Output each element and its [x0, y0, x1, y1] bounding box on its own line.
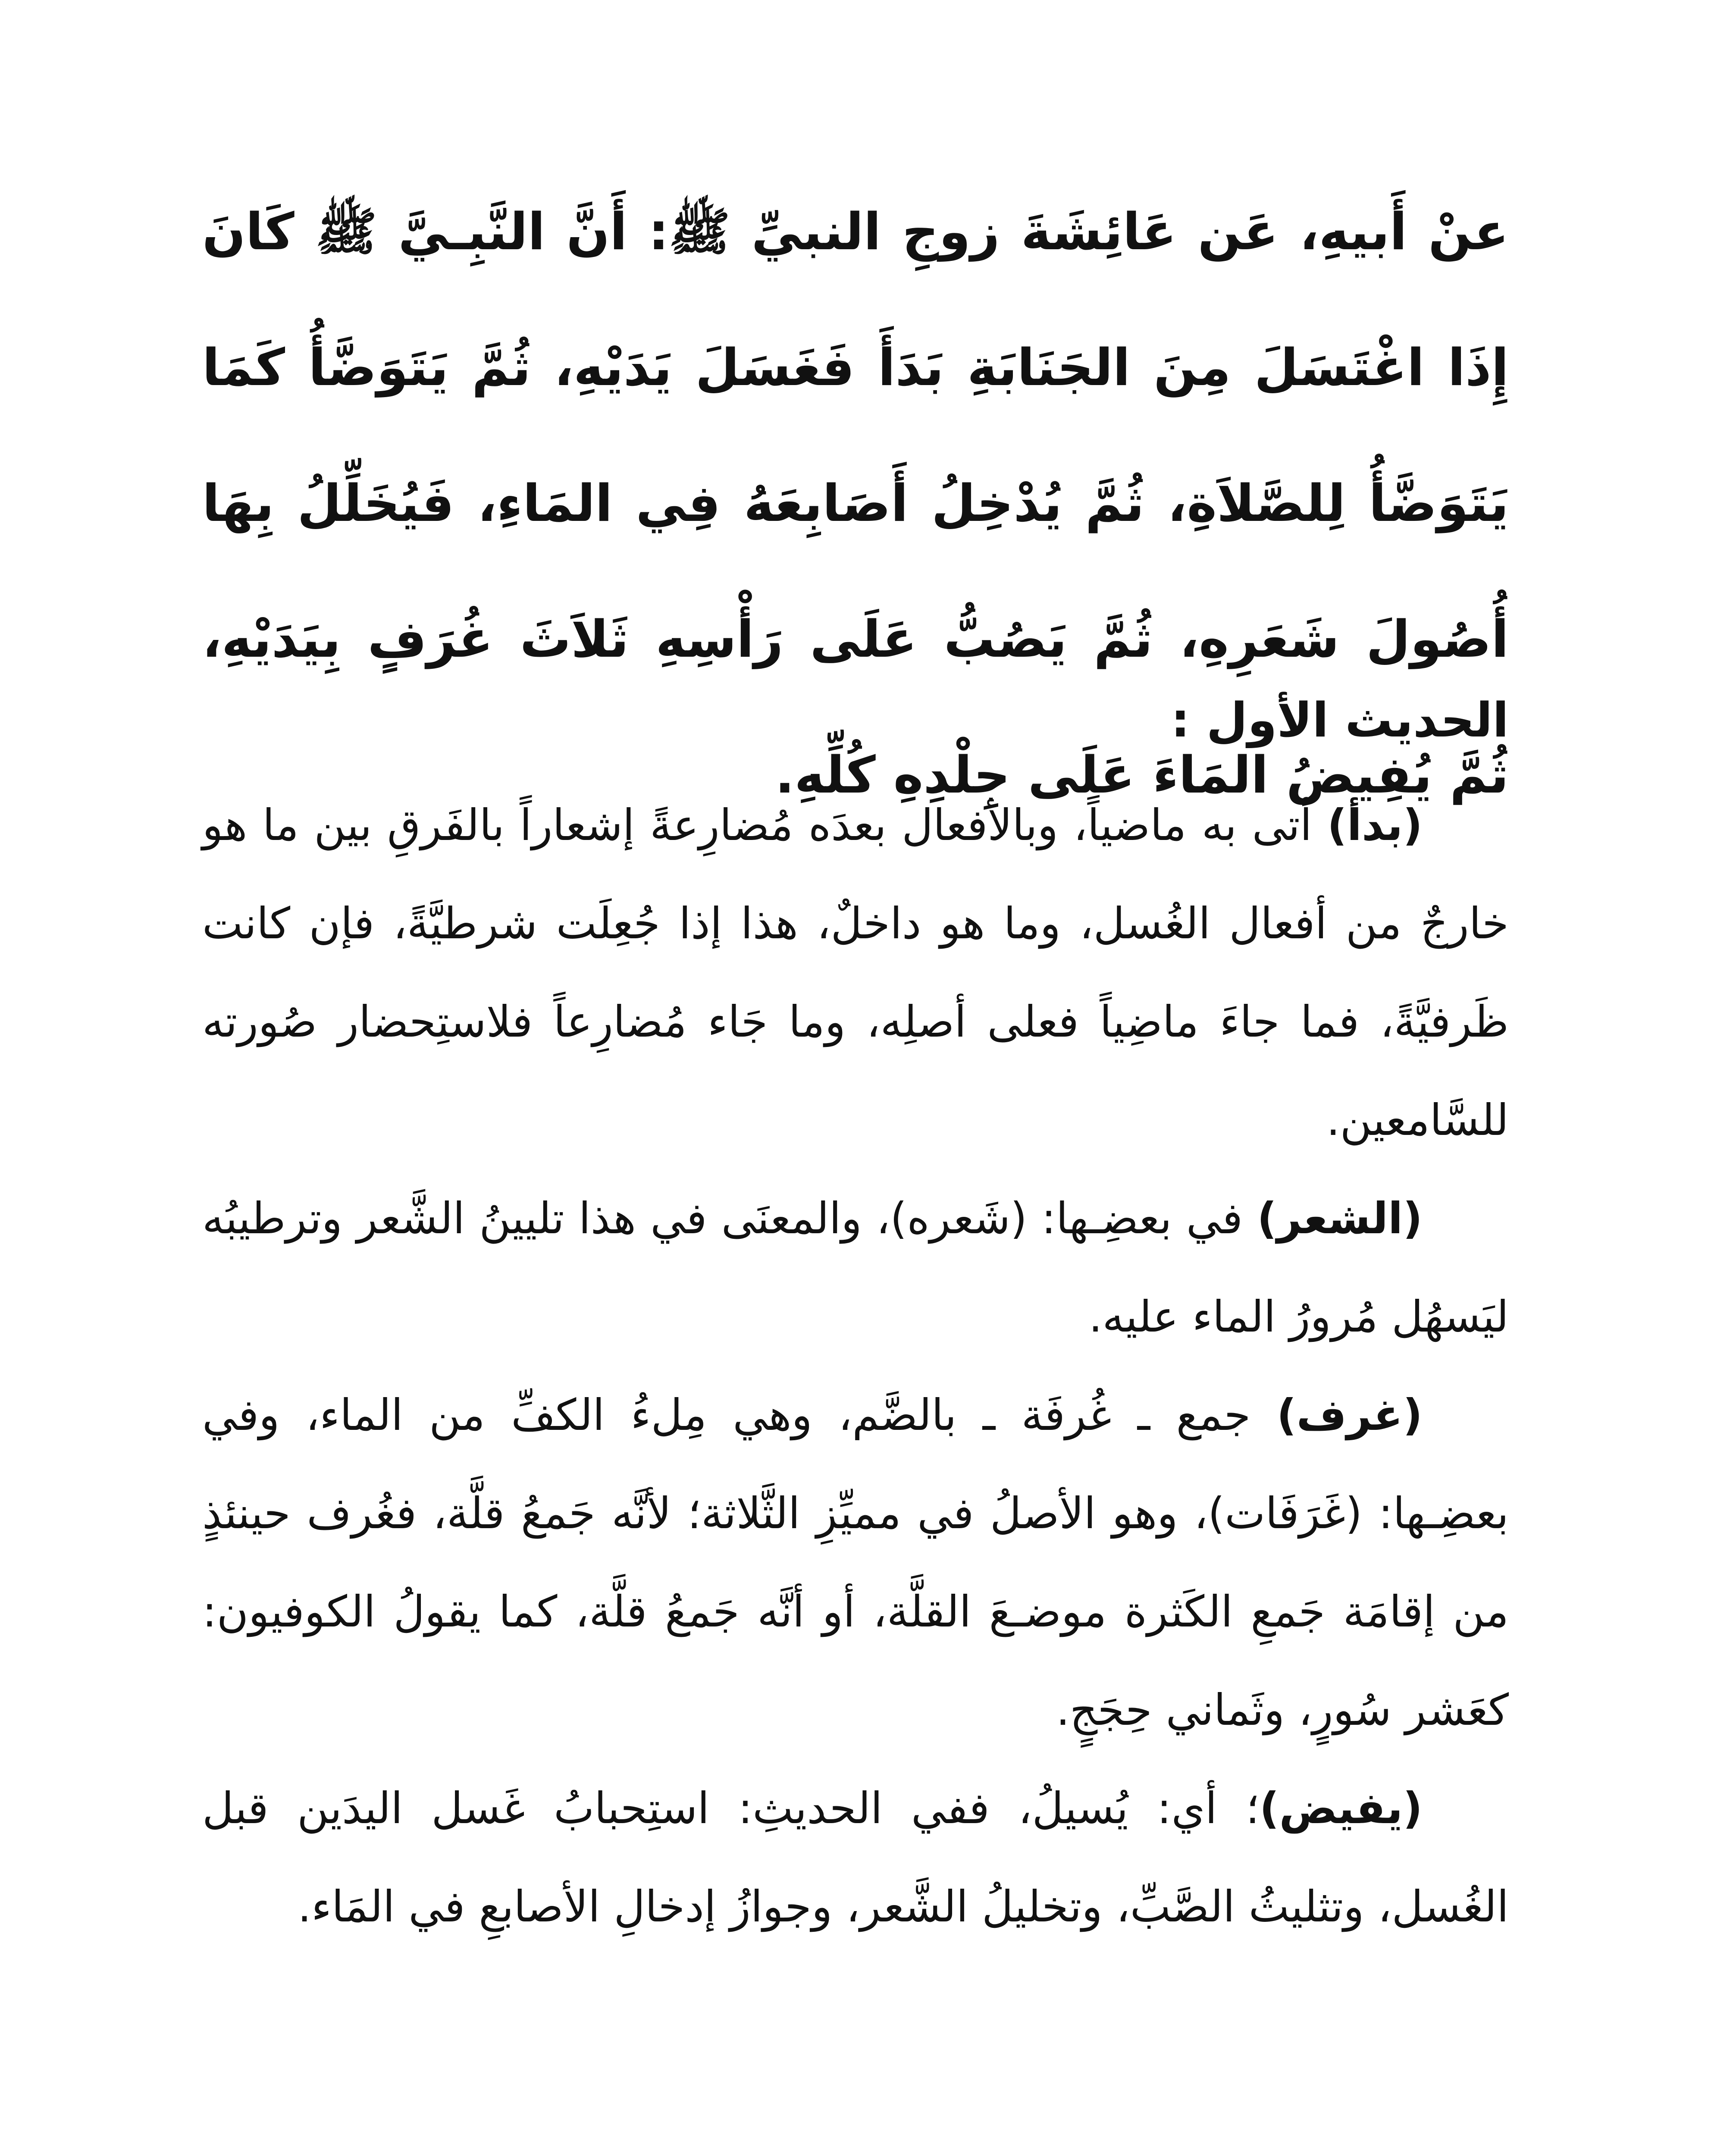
commentary-keyword: (يفيض): [1259, 1783, 1423, 1833]
commentary-paragraph-bada: [202, 776, 1509, 1169]
commentary-keyword: (غرف): [1276, 1390, 1423, 1440]
commentary-text: جمع ـ غُرفَة ـ بالضَّم، وهي مِلءُ الكفِّ من الماء، وفي بعضِـها: (غَرَفَات)، وهو الأصلُ في مميِّزِ الثَّلاثة؛ لأنَّه جَمعُ قلَّة، فغُرف حينئذٍ من إقامَة جَمعِ الكَثرة موضـعَ القلَّة، أو أنَّه جَمعُ قلَّة، كما يقولُ الكوفيون: كعَشر سُورٍ، وثَماني حِجَجٍ.: [202, 1390, 1509, 1735]
section-title: الحديث الأول :: [1171, 693, 1509, 748]
commentary-text: ؛ أي: يُسيلُ، ففي الحديثِ: استِحبابُ غَسل اليدَين قبل الغُسل، وتثليثُ الصَّبِّ، وتخليلُ الشَّعر، وجوازُ إدخالِ الأصابعِ في المَاء.: [202, 1783, 1509, 1932]
commentary-keyword: (بدأ): [1327, 800, 1423, 850]
commentary-paragraph-ghuraf: [202, 1366, 1509, 1759]
commentary-paragraph-shaar: [202, 1169, 1509, 1366]
commentary-text: أتى به ماضياً، وبالأفعال بعدَه مُضارِعةً إشعاراً بالفَرقِ بين ما هو خارجٌ من أفعال الغُسل، وما هو داخلٌ، هذا إذا جُعِلَت شرطيَّةً، فإن كانت ظَرفيَّةً، فما جاءَ ماضِياً فعلى أصلِه، وما جَاء مُضارِعاً فلاستِحضار صُورته للسَّامعين.: [202, 800, 1509, 1145]
commentary: [202, 776, 1509, 1956]
section-separator: [0, 2152, 1733, 2156]
commentary-keyword: (الشعر): [1257, 1193, 1423, 1244]
hadith-text: عنْ أَبيهِ، عَن عَائِشَةَ زوجِ النبيِّ ﷺ: أَنَّ النَّبِـيَّ ﷺ كَانَ إِذَا اغْتَسَلَ مِنَ الجَنَابَةِ بَدَأَ فَغَسَلَ يَدَيْهِ، ثُمَّ يَتَوَضَّأُ كَمَا يَتَوَضَّأُ لِلصَّلاَةِ، ثُمَّ يُدْخِلُ أَصَابِعَهُ فِي المَاءِ، فَيُخَلِّلُ بِهَا أُصُولَ شَعَرِهِ، ثُمَّ يَصُبُّ عَلَى رَأْسِهِ ثَلاَثَ غُرَفٍ بِيَدَيْهِ، ثُمَّ يُفِيضُ المَاءَ عَلَى جِلْدِهِ كُلِّهِ.: [202, 202, 1509, 805]
commentary-text: في بعضِـها: (شَعره)، والمعنَى في هذا تليينُ الشَّعر وترطيبُه ليَسهُل مُرورُ الماء عليه.: [202, 1193, 1509, 1342]
commentary-paragraph-yufid: [202, 1759, 1509, 1956]
